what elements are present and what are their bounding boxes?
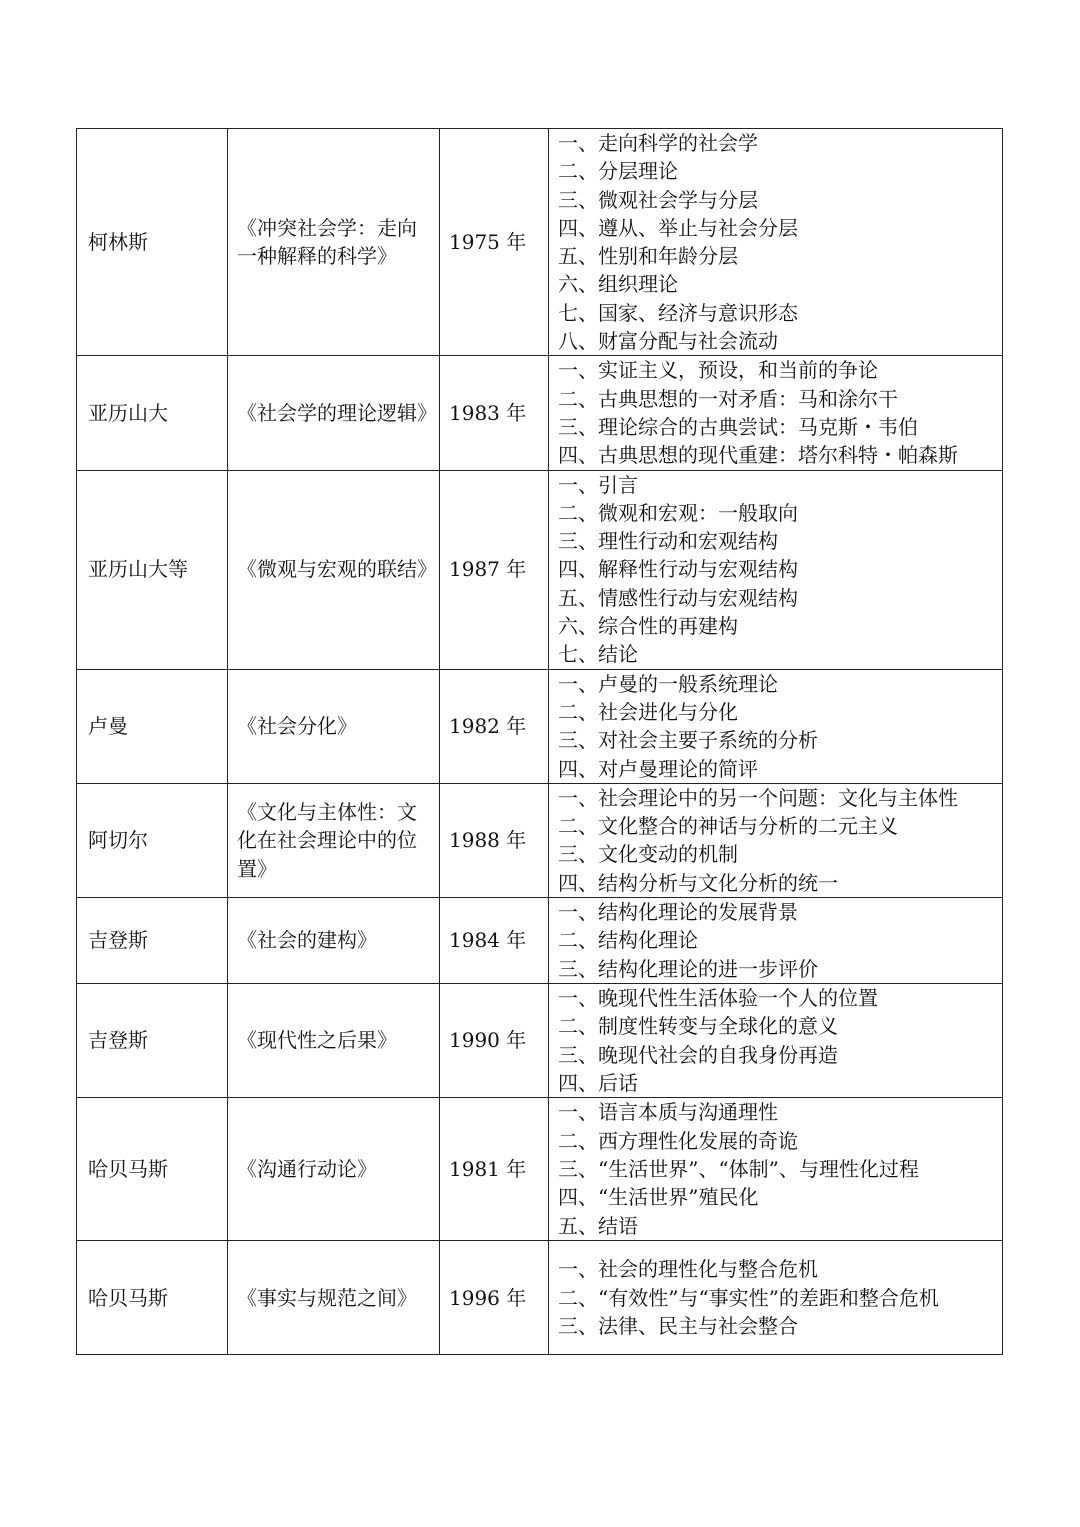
chapters-cell (549, 1241, 1003, 1355)
chapter-item: 一、语言本质与沟通理性 (558, 1100, 778, 1125)
chapter-item: 四、对卢曼理论的简评 (558, 756, 758, 781)
chapter-item: 四、后话 (558, 1070, 638, 1095)
chapter-item: 一、晚现代性生活体验一个人的位置 (558, 986, 878, 1011)
book-title-cell: 《社会分化》 (228, 669, 440, 783)
chapters-cell (549, 669, 1003, 783)
chapter-item: 四、结构分析与文化分析的统一 (558, 870, 838, 895)
chapter-item: 三、“生活世界”、“体制”、与理性化过程 (558, 1157, 919, 1182)
year-cell: 1975 年 (440, 129, 549, 356)
chapter-item: 三、法律、民主与社会整合 (558, 1313, 798, 1338)
chapter-item: 五、情感性行动与宏观结构 (558, 585, 798, 610)
chapter-item: 二、制度性转变与全球化的意义 (558, 1014, 838, 1039)
chapters-cell (549, 898, 1003, 984)
chapter-item: 三、结构化理论的进一步评价 (558, 956, 818, 981)
chapter-item: 三、理性行动和宏观结构 (558, 529, 778, 554)
chapter-item: 六、组织理论 (558, 272, 678, 297)
chapter-item: 二、微观和宏观：一般取向 (558, 500, 798, 525)
chapter-item: 二、分层理论 (558, 159, 678, 184)
author-cell: 卢曼 (77, 669, 228, 783)
chapter-item: 三、晚现代社会的自我身份再造 (558, 1042, 838, 1067)
author-cell: 亚历山大 (77, 356, 228, 470)
table-row (77, 129, 1003, 356)
book-title-cell: 《微观与宏观的联结》 (228, 470, 440, 669)
table-row (77, 984, 1003, 1098)
year-cell: 1988 年 (440, 783, 549, 897)
chapters-cell (549, 470, 1003, 669)
year-cell: 1996 年 (440, 1241, 549, 1355)
chapter-item: 四、古典思想的现代重建：塔尔科特・帕森斯 (558, 443, 958, 468)
chapter-item: 一、引言 (558, 472, 638, 497)
table-row (77, 1241, 1003, 1355)
chapter-item: 二、西方理性化发展的奇诡 (558, 1128, 798, 1153)
chapter-item: 五、结语 (558, 1213, 638, 1238)
chapters-cell (549, 783, 1003, 897)
book-title-cell: 《社会的建构》 (228, 898, 440, 984)
chapters-cell (549, 356, 1003, 470)
chapters-cell (549, 129, 1003, 356)
book-title-cell: 《文化与主体性：文化在社会理论中的位置》 (228, 783, 440, 897)
chapter-item: 六、综合性的再建构 (558, 614, 738, 639)
chapter-item: 七、结论 (558, 642, 638, 667)
year-cell: 1987 年 (440, 470, 549, 669)
chapter-item: 二、文化整合的神话与分析的二元主义 (558, 814, 898, 839)
author-cell: 哈贝马斯 (77, 1098, 228, 1241)
book-title-cell: 《社会学的理论逻辑》 (228, 356, 440, 470)
table-row (77, 898, 1003, 984)
table-row (77, 669, 1003, 783)
year-cell: 1990 年 (440, 984, 549, 1098)
book-title-cell: 《沟通行动论》 (228, 1098, 440, 1241)
chapter-item: 一、社会的理性化与整合危机 (558, 1257, 818, 1282)
table-row (77, 783, 1003, 897)
chapter-item: 四、解释性行动与宏观结构 (558, 557, 798, 582)
year-cell: 1983 年 (440, 356, 549, 470)
author-cell: 亚历山大等 (77, 470, 228, 669)
chapter-item: 二、社会进化与分化 (558, 699, 738, 724)
chapter-item: 四、遵从、举止与社会分层 (558, 215, 798, 240)
chapter-item: 二、“有效性”与“事实性”的差距和整合危机 (558, 1285, 939, 1310)
author-cell: 吉登斯 (77, 984, 228, 1098)
chapter-item: 八、财富分配与社会流动 (558, 329, 778, 354)
chapters-cell (549, 1098, 1003, 1241)
chapter-item: 一、社会理论中的另一个问题：文化与主体性 (558, 785, 958, 810)
table-row (77, 356, 1003, 470)
author-cell: 柯林斯 (77, 129, 228, 356)
chapter-item: 二、古典思想的一对矛盾：马和涂尔干 (558, 386, 898, 411)
book-title-cell: 《事实与规范之间》 (228, 1241, 440, 1355)
author-cell: 吉登斯 (77, 898, 228, 984)
chapter-item: 一、卢曼的一般系统理论 (558, 671, 778, 696)
book-title-cell: 《冲突社会学：走向一种解释的科学》 (228, 129, 440, 356)
year-cell: 1981 年 (440, 1098, 549, 1241)
chapter-item: 一、结构化理论的发展背景 (558, 900, 798, 925)
book-title-cell: 《现代性之后果》 (228, 984, 440, 1098)
chapter-item: 五、性别和年龄分层 (558, 244, 738, 269)
theory-works-table (76, 128, 1003, 1355)
chapter-item: 三、对社会主要子系统的分析 (558, 728, 818, 753)
year-cell: 1984 年 (440, 898, 549, 984)
chapter-item: 一、走向科学的社会学 (558, 131, 758, 155)
chapter-item: 七、国家、经济与意识形态 (558, 300, 798, 325)
chapter-item: 二、结构化理论 (558, 928, 698, 953)
chapter-item: 四、“生活世界”殖民化 (558, 1185, 759, 1210)
chapter-item: 三、微观社会学与分层 (558, 187, 758, 212)
author-cell: 阿切尔 (77, 783, 228, 897)
author-cell: 哈贝马斯 (77, 1241, 228, 1355)
chapters-cell (549, 984, 1003, 1098)
chapter-item: 三、文化变动的机制 (558, 842, 738, 867)
table-row (77, 470, 1003, 669)
chapter-item: 三、理论综合的古典尝试：马克斯・韦伯 (558, 414, 918, 439)
year-cell: 1982 年 (440, 669, 549, 783)
table-row (77, 1098, 1003, 1241)
chapter-item: 一、实证主义，预设，和当前的争论 (558, 358, 878, 383)
